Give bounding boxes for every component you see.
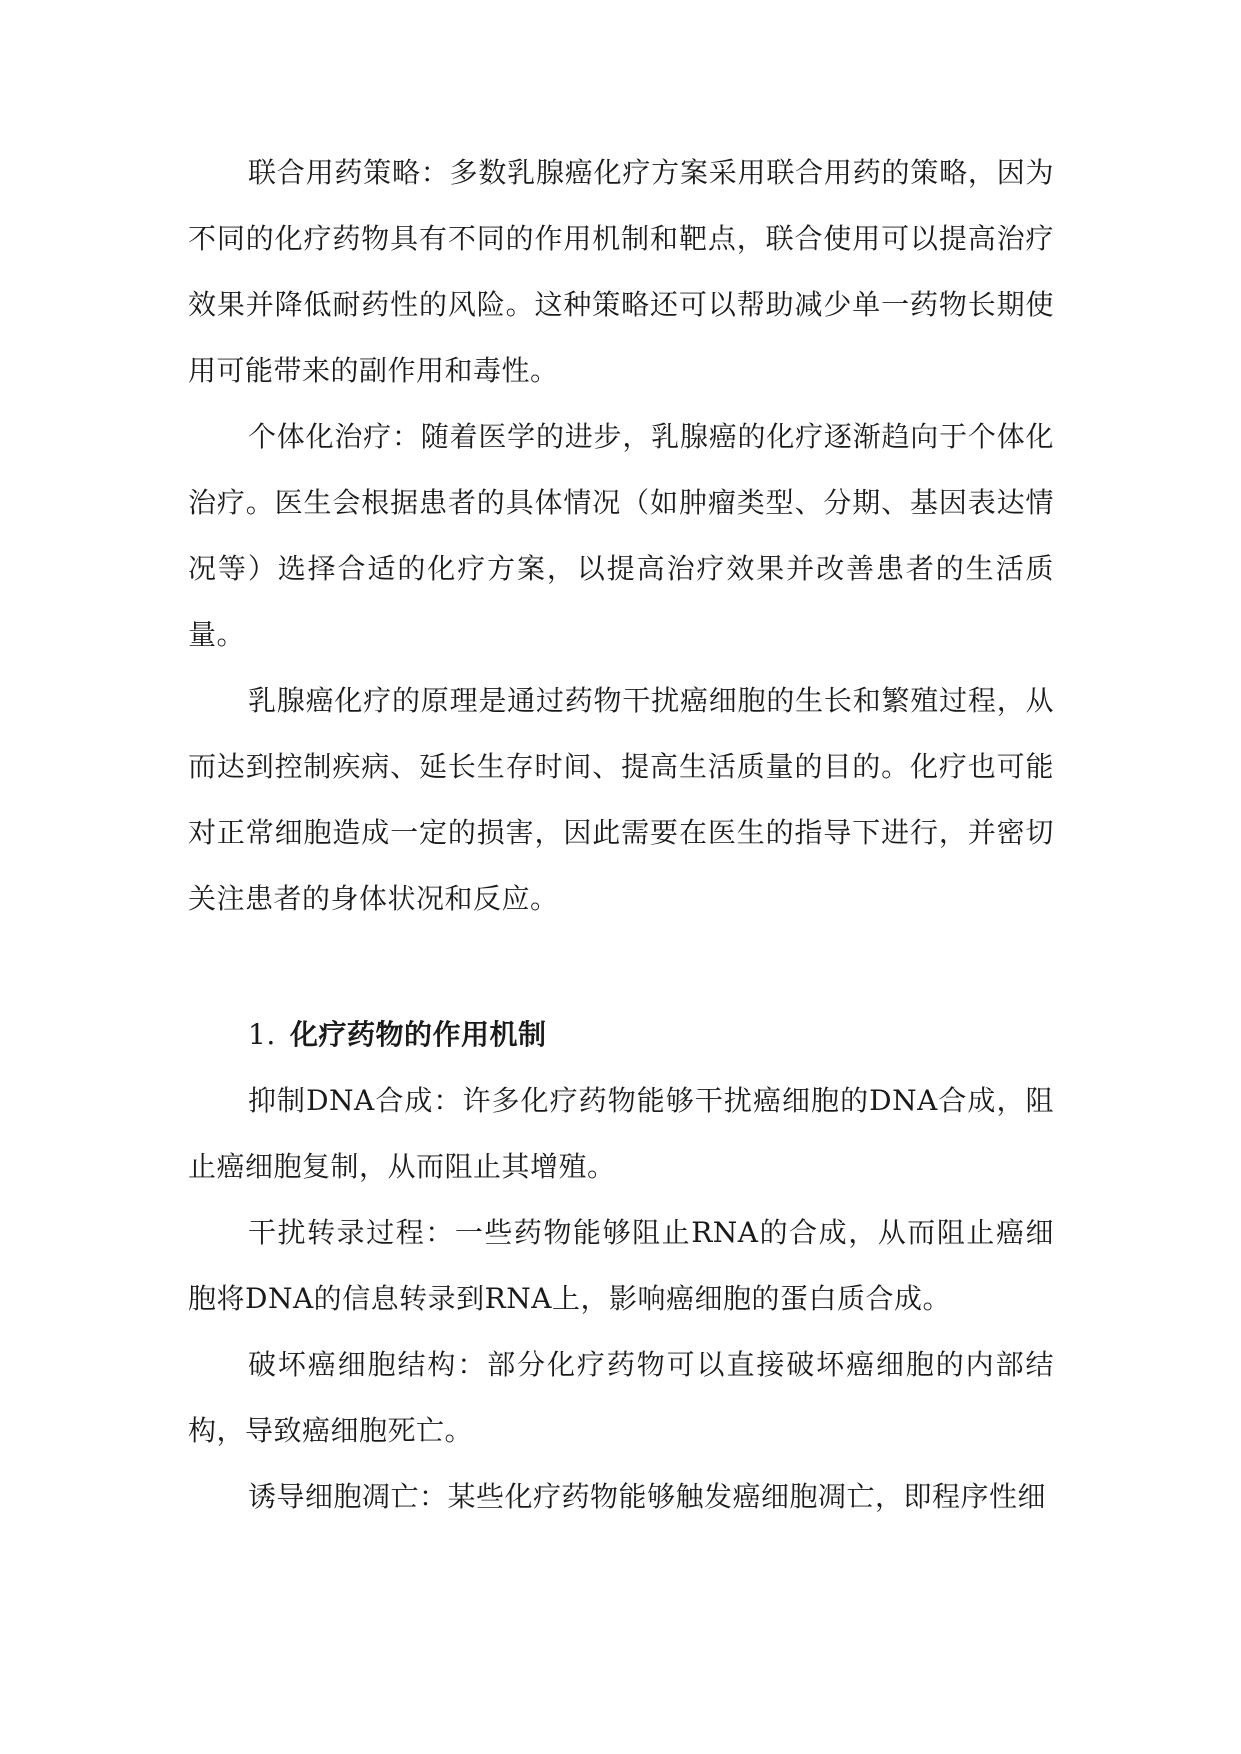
section-heading [188,1002,1054,1068]
document-page [188,140,1054,1530]
section-number: 1. [248,1018,276,1051]
paragraph-induce-apoptosis: 诱导细胞凋亡：某些化疗药物能够触发癌细胞凋亡，即程序性细 [248,1480,1047,1513]
section-title: 化疗药物的作用机制 [290,1018,547,1051]
paragraph-chemotherapy-principle: 乳腺癌化疗的原理是通过药物干扰癌细胞的生长和繁殖过程，从而达到控制疾病、延长生存时间、提高生活质量的目的。化疗也可能对正常细胞造成一定的损害，因此需要在医生的指导下进行，并密切关注患者的身体状况和反应。 [188,684,1054,915]
paragraph-inhibit-dna: 抑制DNA合成：许多化疗药物能够干扰癌细胞的DNA合成，阻止癌细胞复制，从而阻止其增殖。 [188,1084,1054,1183]
paragraph-destroy-structure: 破坏癌细胞结构：部分化疗药物可以直接破坏癌细胞的内部结构，导致癌细胞死亡。 [188,1348,1054,1447]
paragraph-combination-therapy: 联合用药策略：多数乳腺癌化疗方案采用联合用药的策略，因为不同的化疗药物具有不同的作用机制和靶点，联合使用可以提高治疗效果并降低耐药性的风险。这种策略还可以帮助减少单一药物长期使用可能带来的副作用和毒性。 [188,156,1054,387]
paragraph-interfere-transcription: 干扰转录过程：一些药物能够阻止RNA的合成，从而阻止癌细胞将DNA的信息转录到RNA上，影响癌细胞的蛋白质合成。 [188,1216,1054,1315]
paragraph-individualized-treatment: 个体化治疗：随着医学的进步，乳腺癌的化疗逐渐趋向于个体化治疗。医生会根据患者的具体情况（如肿瘤类型、分期、基因表达情况等）选择合适的化疗方案，以提高治疗效果并改善患者的生活质量。 [188,420,1054,651]
